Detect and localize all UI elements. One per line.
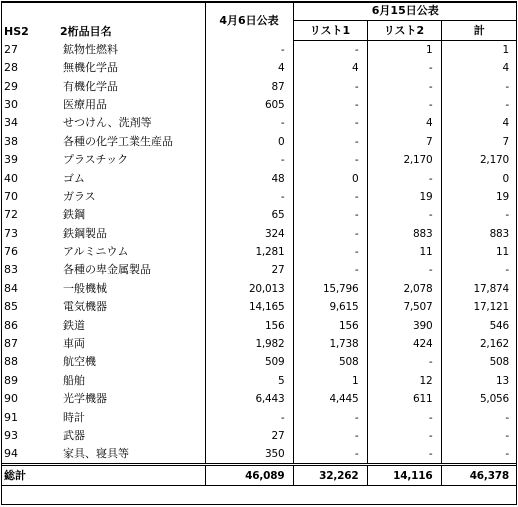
april-value: 605 [205,96,293,114]
april-value: 1,281 [205,243,293,261]
april-value: 20,013 [205,280,293,298]
total-value: 4 [502,62,510,75]
total-value: 4 [502,117,510,130]
list1-value: - [293,151,367,169]
item-name: 有機化学品 [63,79,118,93]
list1-value: 156 [293,316,367,334]
header-hs: HS2 [1,2,57,41]
item-name: ゴム [63,171,85,185]
list1-value: - [293,41,367,60]
item-name: プラスチック [63,153,129,167]
grand-total-total: 46,378 [441,465,517,486]
list2-value: 19 [367,188,441,206]
item-name: 電気機器 [63,300,107,314]
item-name: 医療用品 [63,97,107,111]
list2-value: 11 [367,243,441,261]
hs-code: 40 [4,171,18,185]
hs-code: 39 [4,153,18,167]
table-row [1,243,517,261]
total-value: - [505,80,510,93]
tariff-table-page [0,1,518,507]
item-name: 各種の化学工業生産品 [63,134,173,148]
april-value: 14,165 [205,298,293,316]
list2-value: - [367,77,441,95]
list2-value: 12 [367,372,441,390]
list2-value: 4 [367,114,441,132]
list1-value: 1 [293,372,367,390]
hs-code: 85 [4,300,18,314]
total-value: 546 [489,319,510,332]
total-value: - [505,448,510,461]
table-row [1,169,517,187]
total-value: 17,874 [473,282,510,295]
april-value: 4 [205,59,293,77]
list1-value: - [293,77,367,95]
total-value: 19 [496,190,510,203]
item-name: 鉄鋼製品 [63,226,107,240]
list2-value: 390 [367,316,441,334]
list2-value: 7 [367,133,441,151]
total-value: - [505,264,510,277]
list1-value: 4,445 [293,390,367,408]
list1-value: - [293,243,367,261]
item-name: 鉄鋼 [63,208,85,222]
header-june: 6月15日公表 [293,2,517,21]
hs-code: 90 [4,392,18,406]
hs-code: 29 [4,79,18,93]
total-value: 11 [496,246,510,259]
list1-value: - [293,206,367,224]
grand-total-list2: 14,116 [367,465,441,486]
total-value: 2,170 [479,154,510,167]
april-value: - [205,151,293,169]
table-row [1,206,517,224]
april-value: 48 [205,169,293,187]
table-row [1,408,517,426]
hs-code: 70 [4,189,18,203]
table-row [1,41,517,60]
list2-value: 611 [367,390,441,408]
april-value: 509 [205,353,293,371]
list1-value: - [293,114,367,132]
grand-total-april: 46,089 [205,465,293,486]
item-name: 航空機 [63,355,96,369]
list1-value: 508 [293,353,367,371]
total-value: 5,056 [479,393,510,406]
list2-value: - [367,206,441,224]
list1-value: - [293,445,367,465]
item-name: 家具、寝具等 [63,447,129,461]
table-row [1,280,517,298]
hs-code: 28 [4,61,18,75]
item-name: 鉱物性燃料 [63,42,118,56]
april-value: 0 [205,133,293,151]
table-body [1,41,517,486]
header-list2: リスト2 [367,21,441,41]
hs-code: 27 [4,42,18,56]
table-row [1,133,517,151]
list1-value: - [293,408,367,426]
table-row [1,316,517,334]
table-row [1,59,517,77]
total-value: 7 [502,135,510,148]
list1-value: - [293,96,367,114]
list2-value: 2,078 [367,280,441,298]
table-row [1,335,517,353]
list1-value: 4 [293,59,367,77]
hs-code: 30 [4,97,18,111]
list1-value: 15,796 [293,280,367,298]
list2-value: 424 [367,335,441,353]
header-item-name: 2桁品目名 [57,2,205,41]
total-value: - [505,430,510,442]
total-value: - [505,98,510,111]
table-row [1,353,517,371]
list1-value: 0 [293,169,367,187]
table-row [1,445,517,465]
list2-value: - [367,353,441,371]
total-value: 17,121 [473,301,510,314]
hs-code: 83 [4,263,18,277]
total-value: 0 [502,172,510,185]
hs-code: 87 [4,337,18,351]
list2-value: - [367,169,441,187]
list2-value: 2,170 [367,151,441,169]
total-value: 1 [502,44,510,56]
april-value: - [205,41,293,60]
list1-value: - [293,225,367,243]
april-value: 324 [205,225,293,243]
table-row [1,372,517,390]
item-name: 車両 [63,337,85,351]
list1-value: 9,615 [293,298,367,316]
total-value: 2,162 [479,338,510,351]
hs-code: 84 [4,281,18,295]
list2-value: - [367,59,441,77]
list2-value: - [367,427,441,445]
hs-code: 94 [4,447,18,461]
total-value: - [505,411,510,424]
table-row [1,188,517,206]
table-row [1,427,517,445]
header-list1: リスト1 [293,21,367,41]
april-value: 65 [205,206,293,224]
hs-code: 93 [4,429,18,442]
header-april: 4月6日公表 [205,2,293,41]
april-value: 156 [205,316,293,334]
item-name: 鉄道 [63,318,85,332]
grand-total-row [1,465,517,486]
item-name: 光学機器 [63,392,107,406]
april-value: 5 [205,372,293,390]
item-name: 無機化学品 [63,61,118,75]
hs-code: 34 [4,116,18,130]
list2-value: - [367,408,441,426]
list2-value: 7,507 [367,298,441,316]
item-name: 各種の卑金属製品 [63,263,151,277]
april-value: - [205,188,293,206]
list2-value: - [367,445,441,465]
table-row [1,96,517,114]
item-name: せつけん、洗剤等 [63,116,152,130]
item-name: アルミニウム [63,245,129,259]
item-name: 時計 [63,410,85,424]
total-value: 883 [489,227,510,240]
table-row [1,77,517,95]
april-value: 27 [205,261,293,279]
list1-value: - [293,188,367,206]
list2-value: 883 [367,225,441,243]
list2-value: - [367,261,441,279]
item-name: 一般機械 [63,281,107,295]
grand-total-label: 総計 [1,465,205,486]
april-value: 27 [205,427,293,445]
item-name: ガラス [63,189,96,203]
hs-code: 89 [4,373,18,387]
april-value: - [205,114,293,132]
april-value: 6,443 [205,390,293,408]
item-name: 船舶 [63,373,85,387]
hs-code: 86 [4,318,18,332]
grand-total-list1: 32,262 [293,465,367,486]
item-name: 武器 [63,429,85,442]
april-value: 87 [205,77,293,95]
list1-value: - [293,133,367,151]
list1-value: - [293,261,367,279]
hs-code: 73 [4,226,18,240]
total-value: - [505,209,510,222]
april-value: - [205,408,293,426]
list2-value: 1 [367,41,441,60]
list1-value: 1,738 [293,335,367,353]
total-value: 508 [489,356,510,369]
header-total: 計 [441,21,517,41]
hs-code: 72 [4,208,18,222]
hs-code: 91 [4,410,18,424]
april-value: 1,982 [205,335,293,353]
table-row [1,261,517,279]
april-value: 350 [205,445,293,465]
table-row [1,390,517,408]
table-row [1,151,517,169]
total-value: 13 [496,374,510,387]
tariff-table [1,1,517,486]
hs-code: 88 [4,355,18,369]
hs-code: 38 [4,134,18,148]
table-row [1,225,517,243]
hs-code: 76 [4,245,18,259]
list2-value: - [367,96,441,114]
table-row [1,298,517,316]
list1-value: - [293,427,367,445]
table-row [1,114,517,132]
